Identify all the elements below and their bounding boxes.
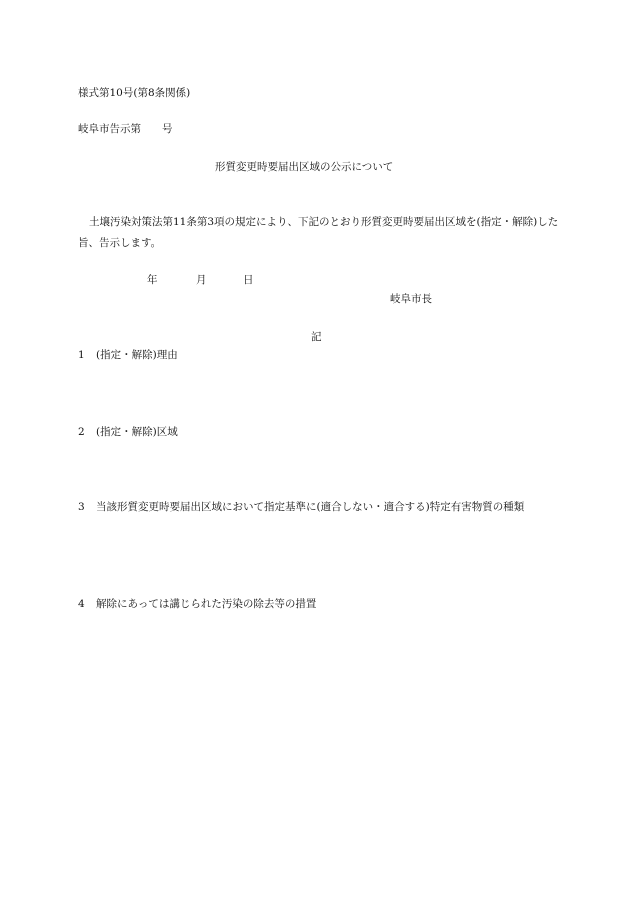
item-text: 解除にあっては講じられた汚染の除去等の措置 <box>96 598 317 610</box>
form-number: 様式第10号(第8条関係) <box>78 87 191 99</box>
item-text: 当該形質変更時要届出区域において指定基準に(適合しない・適合する)特定有害物質の種類 <box>96 501 525 513</box>
list-item <box>78 594 571 615</box>
item-number: 2 <box>78 426 85 438</box>
list-item <box>78 345 571 366</box>
body-paragraph: 土壌汚染対策法第11条第3項の規定により、下記のとおり形質変更時要届出区域を(指定・解除)した旨、告示します。 <box>78 216 559 249</box>
issuer: 岐阜市長 <box>390 293 432 305</box>
date-day: 日 <box>243 274 254 286</box>
item-number: 1 <box>78 349 85 361</box>
date-month: 月 <box>196 274 207 286</box>
date-year: 年 <box>147 274 158 286</box>
item-text: (指定・解除)理由 <box>96 349 178 361</box>
item-number: 4 <box>78 598 85 610</box>
record-heading: 記 <box>311 331 322 343</box>
list-item <box>78 497 571 518</box>
notice-number: 岐阜市告示第 号 <box>78 123 173 135</box>
document-title: 形質変更時要届出区域の公示について <box>215 161 394 173</box>
item-text: (指定・解除)区域 <box>96 426 178 438</box>
list-item <box>78 422 571 443</box>
item-number: 3 <box>78 501 85 513</box>
